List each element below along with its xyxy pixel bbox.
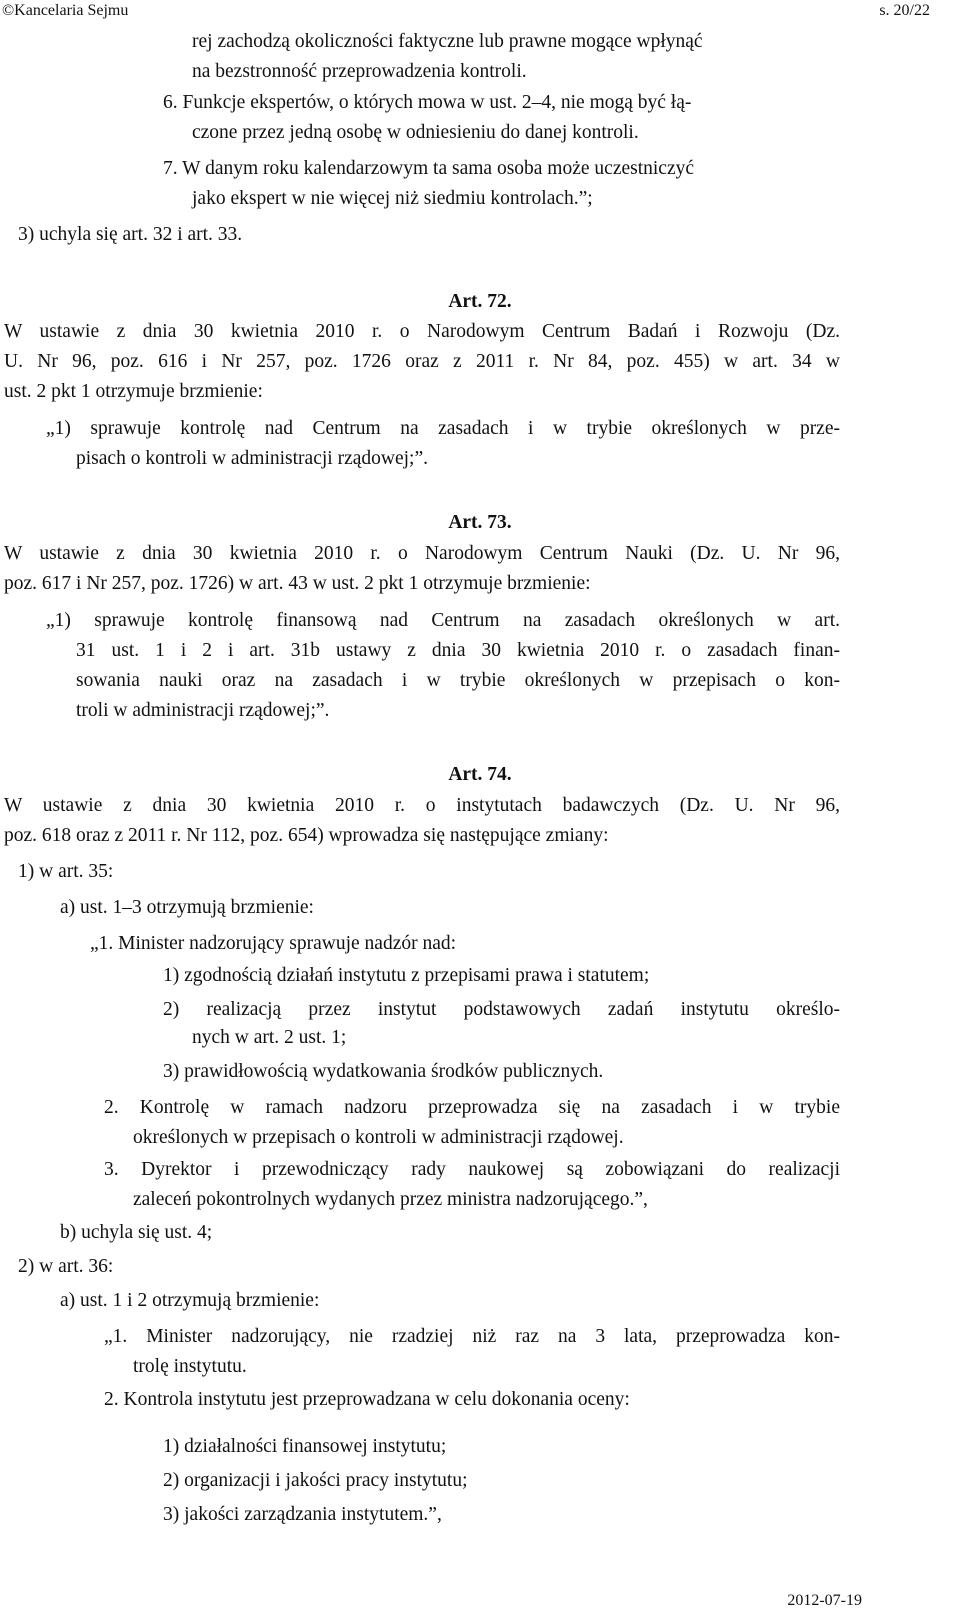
text-line: 3) uchyla się art. 32 i art. 33. [18, 224, 243, 245]
text-line: 31 ust. 1 i 2 i art. 31b ustawy z dnia 30 kwietnia 2010 r. o zasadach finan- [76, 640, 840, 661]
text-line: 2) w art. 36: [18, 1256, 114, 1277]
text-line: „1) sprawuje kontrolę finansową nad Centrum na zasadach określonych w art. [46, 610, 840, 631]
text-line: W ustawie z dnia 30 kwietnia 2010 r. o Narodowym Centrum Badań i Rozwoju (Dz. [4, 321, 840, 342]
text-line: W ustawie z dnia 30 kwietnia 2010 r. o Narodowym Centrum Nauki (Dz. U. Nr 96, [4, 543, 840, 564]
text-line: „1. Minister nadzorujący, nie rzadziej niż raz na 3 lata, przeprowadza kon- [104, 1326, 840, 1347]
text-line: jako ekspert w nie więcej niż siedmiu kontrolach.”; [192, 188, 593, 209]
text-line: troli w administracji rządowej;”. [76, 700, 330, 721]
text-line: U. Nr 96, poz. 616 i Nr 257, poz. 1726 oraz z 2011 r. Nr 84, poz. 455) w art. 34 w [4, 351, 840, 372]
text-line: a) ust. 1–3 otrzymują brzmienie: [60, 897, 314, 918]
text-line: 2) organizacji i jakości pracy instytutu; [163, 1470, 468, 1491]
text-line: 2) realizacją przez instytut podstawowych zadań instytutu określo- [163, 999, 840, 1020]
article-heading: Art. 72. [448, 291, 512, 312]
text-line: trolę instytutu. [133, 1356, 247, 1377]
text-line: W ustawie z dnia 30 kwietnia 2010 r. o instytutach badawczych (Dz. U. Nr 96, [4, 795, 840, 816]
text-line: 2. Kontrolę w ramach nadzoru przeprowadza się na zasadach i w trybie [104, 1097, 840, 1118]
text-line: nych w art. 2 ust. 1; [192, 1027, 347, 1048]
text-line: 1) działalności finansowej instytutu; [163, 1436, 447, 1457]
text-line: „1. Minister nadzorujący sprawuje nadzór nad: [90, 933, 457, 954]
text-line: „1) sprawuje kontrolę nad Centrum na zasadach i w trybie określonych w prze- [46, 418, 840, 439]
text-line: 6. Funkcje ekspertów, o których mowa w ust. 2–4, nie mogą być łą- [163, 92, 692, 113]
text-line: 1) zgodnością działań instytutu z przepisami prawa i statutem; [163, 965, 650, 986]
text-line: poz. 618 oraz z 2011 r. Nr 112, poz. 654) wprowadza się następujące zmiany: [4, 825, 609, 846]
footer-date: 2012-07-19 [787, 1592, 862, 1609]
text-line: zaleceń pokontrolnych wydanych przez ministra nadzorującego.”, [133, 1189, 648, 1210]
text-line: 3) jakości zarządzania instytutem.”, [163, 1504, 442, 1525]
text-line: 3. Dyrektor i przewodniczący rady naukowej są zobowiązani do realizacji [104, 1159, 840, 1180]
header-page-number: s. 20/22 [879, 2, 930, 19]
text-line: 3) prawidłowością wydatkowania środków publicznych. [163, 1061, 604, 1082]
text-line: pisach o kontroli w administracji rządowej;”. [76, 448, 428, 469]
text-line: poz. 617 i Nr 257, poz. 1726) w art. 43 w ust. 2 pkt 1 otrzymuje brzmienie: [4, 573, 591, 594]
text-line: 7. W danym roku kalendarzowym ta sama osoba może uczestniczyć [163, 158, 695, 179]
text-line: a) ust. 1 i 2 otrzymują brzmienie: [60, 1290, 320, 1311]
text-line: sowania nauki oraz na zasadach i w trybie określonych w przepisach o kon- [76, 670, 840, 691]
text-line: 1) w art. 35: [18, 861, 114, 882]
text-line: 2. Kontrola instytutu jest przeprowadzana w celu dokonania oceny: [104, 1389, 630, 1410]
text-line: rej zachodzą okoliczności faktyczne lub prawne mogące wpłynąć [192, 31, 703, 52]
text-line: na bezstronność przeprowadzenia kontroli. [192, 61, 527, 82]
header-copyright: ©Kancelaria Sejmu [2, 2, 129, 19]
article-heading: Art. 73. [448, 512, 512, 533]
text-line: czone przez jedną osobę w odniesieniu do danej kontroli. [192, 122, 639, 143]
text-line: ust. 2 pkt 1 otrzymuje brzmienie: [4, 381, 263, 402]
text-line: b) uchyla się ust. 4; [60, 1222, 213, 1243]
text-line: określonych w przepisach o kontroli w administracji rządowej. [133, 1127, 624, 1148]
article-heading: Art. 74. [448, 764, 512, 785]
